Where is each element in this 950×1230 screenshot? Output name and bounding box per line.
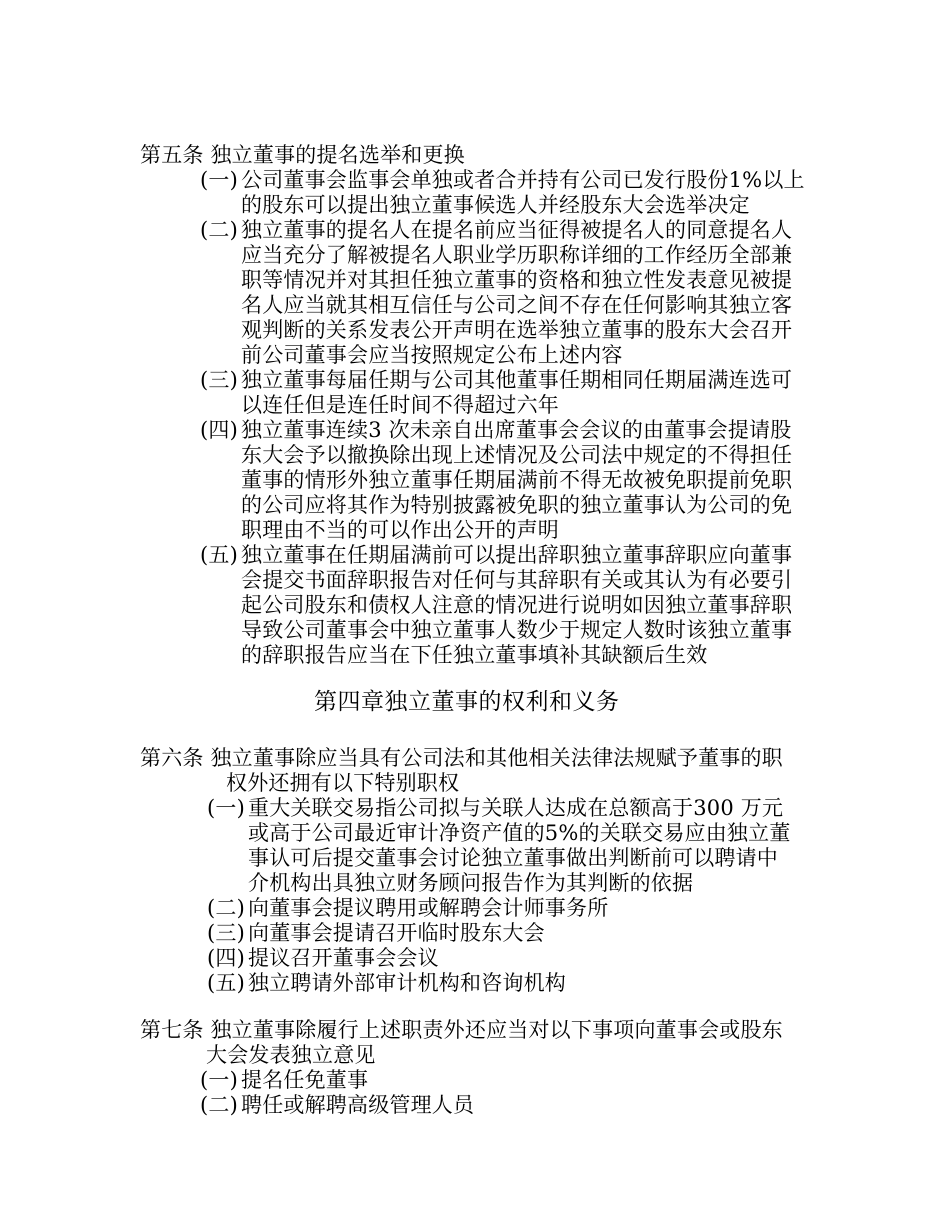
article-5-item-2-line-5: 观判断的关系发表公开声明在选举独立董事的股东大会召开 bbox=[241, 318, 793, 342]
article-5-item-2-line-1: 独立董事的提名人在提名前应当征得被提名人的同意提名人 bbox=[241, 218, 793, 242]
article-5-item-2-line-2: 应当充分了解被提名人职业学历职称详细的工作经历全部兼 bbox=[241, 243, 793, 267]
article-7-heading-line-1: 第七条 独立董事除履行上述职责外还应当对以下事项向董事会或股东 bbox=[140, 1018, 783, 1042]
article-5-item-1-marker: (一) bbox=[200, 168, 238, 192]
article-5-item-2-line-6: 前公司董事会应当按照规定公布上述内容 bbox=[241, 343, 623, 367]
article-7-item-1-line-1: 提名任免董事 bbox=[241, 1068, 369, 1092]
article-6-item-1-line-1: 重大关联交易指公司拟与关联人达成在总额高于300 万元 bbox=[248, 796, 784, 820]
article-5-item-5-marker: (五) bbox=[200, 543, 238, 567]
article-6-item-1-marker: (一) bbox=[207, 796, 245, 820]
article-5-item-1-line-1: 公司董事会监事会单独或者合并持有公司已发行股份1%以上 bbox=[241, 168, 805, 192]
article-6-item-4-marker: (四) bbox=[207, 946, 245, 970]
article-6-item-5-marker: (五) bbox=[207, 971, 245, 995]
article-5-item-5-line-1: 独立董事在任期届满前可以提出辞职独立董事辞职应向董事 bbox=[241, 543, 793, 567]
article-6-item-2-marker: (二) bbox=[207, 896, 245, 920]
article-6-item-4-line-1: 提议召开董事会会议 bbox=[248, 946, 439, 970]
article-5-item-4-marker: (四) bbox=[200, 418, 238, 442]
article-6-item-2-line-1: 向董事会提议聘用或解聘会计师事务所 bbox=[248, 896, 609, 920]
article-6-item-1-line-2: 或高于公司最近审计净资产值的5%的关联交易应由独立董 bbox=[248, 821, 791, 845]
article-5-item-5-line-3: 起公司股东和债权人注意的情况进行说明如因独立董事辞职 bbox=[241, 593, 793, 617]
article-5-item-4-line-3: 董事的情形外独立董事任期届满前不得无故被免职提前免职 bbox=[241, 468, 793, 492]
article-5-item-5-line-2: 会提交书面辞职报告对任何与其辞职有关或其认为有必要引 bbox=[241, 568, 793, 592]
article-6-item-5-line-1: 独立聘请外部审计机构和咨询机构 bbox=[248, 971, 566, 995]
article-5-heading: 第五条 独立董事的提名选举和更换 bbox=[140, 143, 465, 167]
article-7-item-2-marker: (二) bbox=[200, 1093, 238, 1117]
article-6-heading-line-1: 第六条 独立董事除应当具有公司法和其他相关法律法规赋予董事的职 bbox=[140, 746, 783, 770]
article-6-heading-line-2: 权外还拥有以下特别职权 bbox=[226, 771, 460, 795]
article-7-item-1-marker: (一) bbox=[200, 1068, 238, 1092]
article-5-item-2-line-4: 名人应当就其相互信任与公司之间不存在任何影响其独立客 bbox=[241, 293, 793, 317]
article-5-item-3-marker: (三) bbox=[200, 368, 238, 392]
article-7-item-2-line-1: 聘任或解聘高级管理人员 bbox=[241, 1093, 475, 1117]
chapter-4-title: 第四章独立董事的权利和义务 bbox=[314, 689, 620, 715]
article-6-item-1-line-4: 介机构出具独立财务顾问报告作为其判断的依据 bbox=[248, 871, 694, 895]
article-5-item-4-line-2: 东大会予以撤换除出现上述情况及公司法中规定的不得担任 bbox=[241, 443, 793, 467]
article-5-item-3-line-2: 以连任但是连任时间不得超过六年 bbox=[241, 393, 559, 417]
article-5-item-4-line-5: 职理由不当的可以作出公开的声明 bbox=[241, 518, 559, 542]
article-5-item-5-line-5: 的辞职报告应当在下任独立董事填补其缺额后生效 bbox=[241, 643, 708, 667]
article-5-item-5-line-4: 导致公司董事会中独立董事人数少于规定人数时该独立董事 bbox=[241, 618, 793, 642]
article-5-item-1-line-2: 的股东可以提出独立董事候选人并经股东大会选举决定 bbox=[241, 193, 750, 217]
article-6-item-3-line-1: 向董事会提请召开临时股东大会 bbox=[248, 921, 545, 945]
article-6-item-1-line-3: 事认可后提交董事会讨论独立董事做出判断前可以聘请中 bbox=[248, 846, 778, 870]
article-5-item-2-marker: (二) bbox=[200, 218, 238, 242]
article-5-item-3-line-1: 独立董事每届任期与公司其他董事任期相同任期届满连选可 bbox=[241, 368, 793, 392]
article-5-item-4-line-4: 的公司应将其作为特别披露被免职的独立董事认为公司的免 bbox=[241, 493, 793, 517]
article-7-heading-line-2: 大会发表独立意见 bbox=[206, 1043, 376, 1067]
article-5-item-2-line-3: 职等情况并对其担任独立董事的资格和独立性发表意见被提 bbox=[241, 268, 793, 292]
article-5-item-4-line-1: 独立董事连续3 次未亲自出席董事会会议的由董事会提请股 bbox=[241, 418, 792, 442]
article-6-item-3-marker: (三) bbox=[207, 921, 245, 945]
